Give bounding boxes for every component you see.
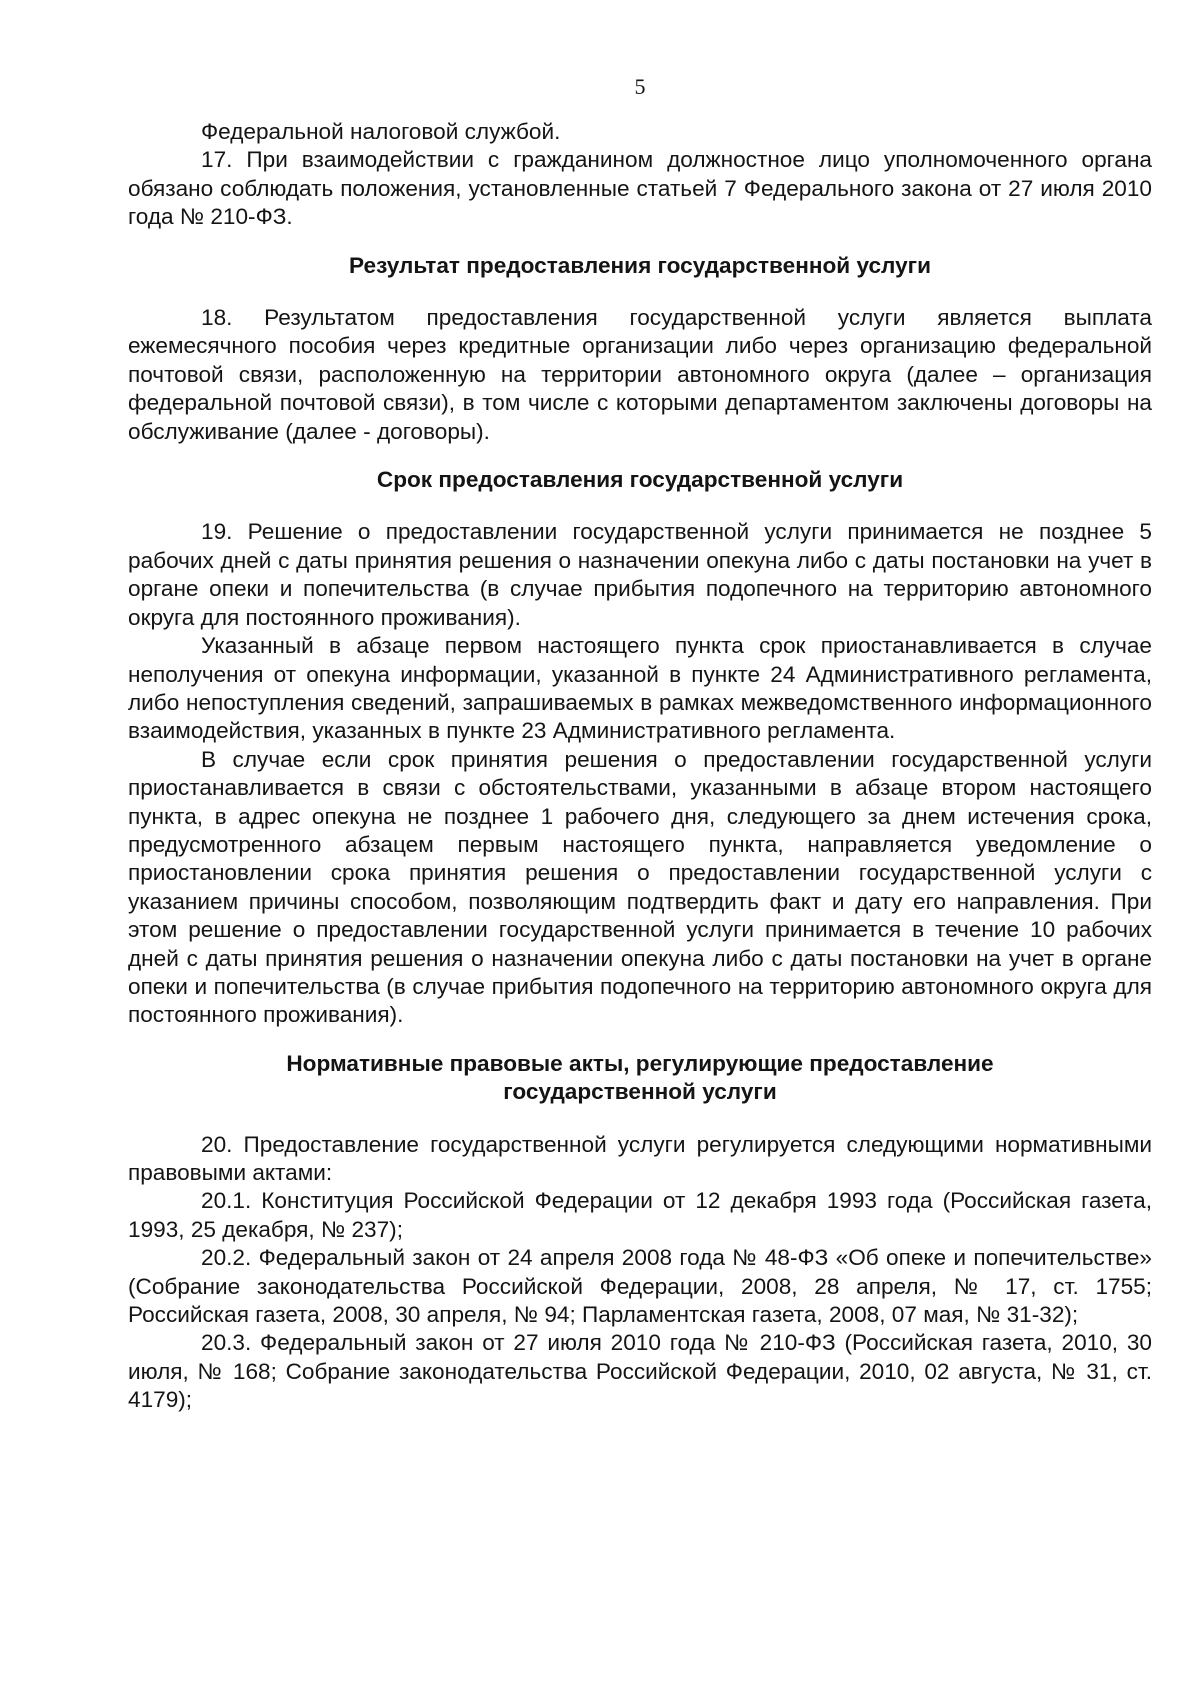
- paragraph-20-2: 20.2. Федеральный закон от 24 апреля 2008 года № 48-ФЗ «Об опеке и попечительстве» (Собрание законодательства Российской Федерации, 2008, 28 апреля, № 17, ст. 1755; Российская газета, 2008, 30 апреля, № 94; Парламентская газета, 2008, 07 мая, № 31-32);: [128, 1245, 1152, 1328]
- section-heading-term: Срок предоставления государственной услуги: [376, 467, 904, 493]
- section-heading-legal-acts-line2: государственной услуги: [503, 1079, 777, 1105]
- paragraph-19-suspension: Указанный в абзаце первом настоящего пункта срок приостанавливается в случае неполучения от опекуна информации, указанной в пункте 24 Административного регламента, либо непоступления сведений, запрашиваемых в рамках межведомственного информационного взаимодействия, указанных в пункте 23 Административного регламента.: [128, 633, 1152, 744]
- paragraph-17: 17. При взаимодействии с гражданином должностное лицо уполномоченного органа обязано соблюдать положения, установленные статьей 7 Федерального закона от 27 июля 2010 года № 210-ФЗ.: [128, 147, 1152, 230]
- paragraph-18: 18. Результатом предоставления государственной услуги является выплата ежемесячного пособия через кредитные организации либо через организацию федеральной почтовой связи, расположенную на территории автономного округа (далее – организация федеральной почтовой связи), в том числе с которыми департаментом заключены договоры на обслуживание (далее - договоры).: [128, 305, 1152, 444]
- document-body: [128, 118, 1152, 1415]
- section-heading-legal-acts-line1: Нормативные правовые акты, регулирующие предоставление: [286, 1050, 994, 1076]
- page-number: 5: [634, 74, 646, 99]
- section-heading-result: Результат предоставления государственной услуги: [349, 252, 931, 278]
- paragraph-continuation: Федеральной налоговой службой.: [201, 119, 561, 144]
- paragraph-20: 20. Предоставление государственной услуги регулируется следующими нормативными правовыми актами:: [128, 1131, 1152, 1185]
- paragraph-19: 19. Решение о предоставлении государственной услуги принимается не позднее 5 рабочих дней с даты принятия решения о назначении опекуна либо с даты постановки на учет в органе опеки и попечительства (в случае прибытия подопечного на территорию автономного округа для постоянного проживания).: [128, 519, 1152, 630]
- paragraph-20-1: 20.1. Конституция Российской Федерации от 12 декабря 1993 года (Российская газета, 1993, 25 декабря, № 237);: [128, 1188, 1152, 1242]
- paragraph-19-notification: В случае если срок принятия решения о предоставлении государственной услуги приостанавливается в связи с обстоятельствами, указанными в абзаце втором настоящего пункта, в адрес опекуна не позднее 1 рабочего дня, следующего за днем истечения срока, предусмотренного абзацем первым настоящего пункта, направляется уведомление о приостановлении срока принятия решения о предоставлении государственной услуги с указанием причины способом, позволяющим подтвердить факт и дату его направления. При этом решение о предоставлении государственной услуги принимается в течение 10 рабочих дней с даты принятия решения о назначении опекуна либо с даты постановки на учет в органе опеки и попечительства (в случае прибытия подопечного на территорию автономного округа для постоянного проживания).: [128, 746, 1152, 1028]
- section-heading-legal-acts: [128, 1050, 1152, 1107]
- paragraph-20-3: 20.3. Федеральный закон от 27 июля 2010 года № 210-ФЗ (Российская газета, 2010, 30 июля, № 168; Собрание законодательства Российской Федерации, 2010, 02 августа, № 31, ст. 4179);: [128, 1330, 1152, 1413]
